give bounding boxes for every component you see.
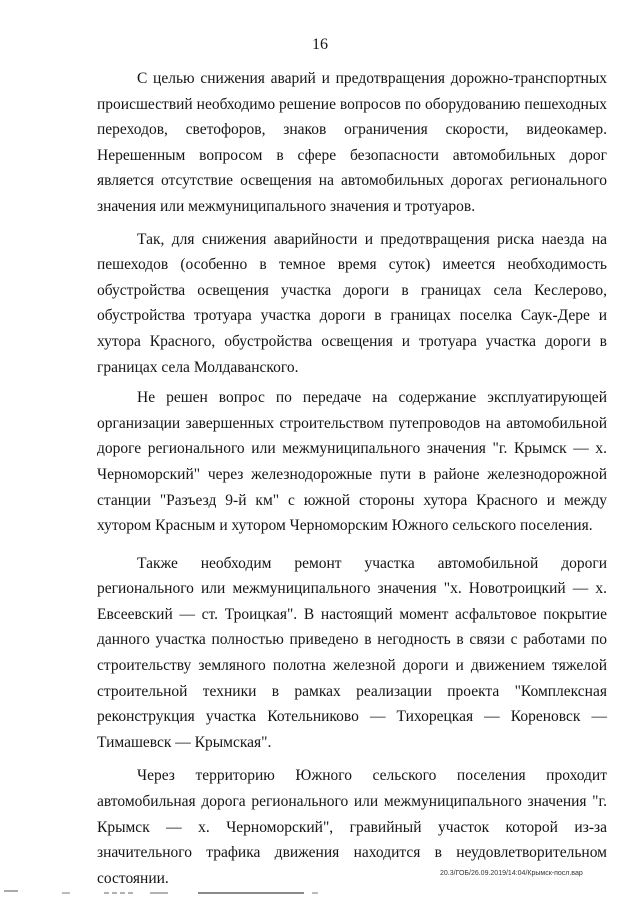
page-number: 16 xyxy=(312,36,328,53)
document-body xyxy=(97,66,607,891)
paragraph: Также необходим ремонт участка автомобильной дороги регионального или межмуниципального значения "х. Новотроицкий — х. Евсеевский — ст. Троицкая". В настоящий момент асфальтовое покрытие данного участка полностью приведено в негодность в связи с работами по строительству земляного полотна железной дороги и движением тяжелой строительной техники в рамках реализации проекта "Комплексная реконструкция участка Котельниково — Тихорецкая — Кореновск — Тимашевск — Крымская". xyxy=(97,554,607,751)
footer-code: 20.3/ГОБ/26.09.2019/14:04/Крымск-посл.вар xyxy=(440,870,583,877)
paragraph: С целью снижения аварий и предотвращения дорожно-транспортных происшествий необходимо решение вопросов по оборудованию пешеходных переходов, светофоров, знаков ограничения скорости, видеокамер. Нерешенным вопросом в сфере безопасности автомобильных дорог является отсутствие освещения на автомобильных дорогах регионального значения или межмуниципального значения и тротуаров. xyxy=(97,70,607,215)
scan-marks xyxy=(0,884,640,904)
paragraph: Не решен вопрос по передаче на содержание эксплуатирующей организации завершенных строительством путепроводов на автомобильной дороге регионального или межмуниципального значения "г. Крымск — х. Черноморский" через железнодорожные пути в районе железнодорожной станции "Разъезд 9-й км" с южной стороны хутора Красного и между хутором Красным и хутором Черноморским Южного сельского поселения. xyxy=(97,389,607,535)
paragraph: Так, для снижения аварийности и предотвращения риска наезда на пешеходов (особенно в темное время суток) имеется необходимость обустройства освещения участка дороги в границах села Кеслерово, обустройства тротуара участка дороги в границах поселка Саук-Дере и хутора Красного, обустройства освещения и тротуара участка дороги в границах села Молдаванского. xyxy=(97,230,607,376)
paragraph: Через территорию Южного сельского поселения проходит автомобильная дорога регионального или межмуниципального значения "г. Крымск — х. Черноморский", гравийный участок которой из-за значительного трафика движения находится в неудовлетворительном состоянии. xyxy=(97,767,607,887)
